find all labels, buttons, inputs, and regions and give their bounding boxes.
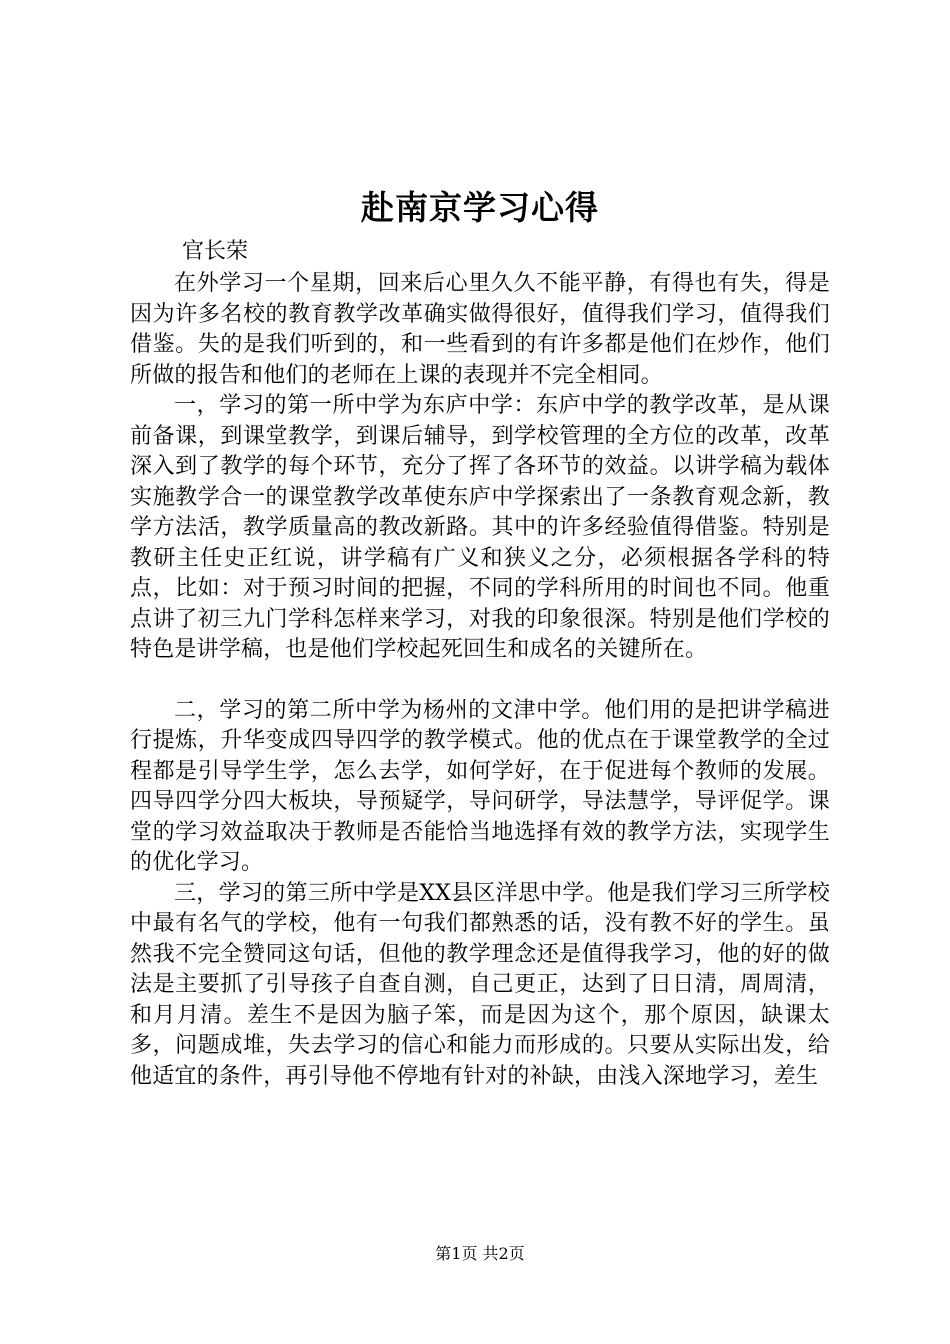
document-body: [130, 269, 830, 1092]
paragraph-first-school: 一，学习的第一所中学为东庐中学：东庐中学的教学改革，是从课前备课，到课堂教学，到课后辅导，到学校管理的全方位的改革，改革深入到了教学的每个环节，充分了挥了各环节的效益。以讲学稿为载体实施教学合一的课堂教学改革使东庐中学探索出了一条教育观念新，教学方法活，教学质量高的教改新路。其中的许多经验值得借鉴。特别是教研主任史正红说，讲学稿有广义和狭义之分，必须根据各学科的特点，比如：对于预习时间的把握，不同的学科所用的时间也不同。他重点讲了初三九门学科怎样来学习，对我的印象很深。特别是他们学校的特色是讲学稿，也是他们学校起死回生和成名的关键所在。: [130, 393, 830, 662]
page-footer: 第1页 共2页: [435, 1244, 525, 1263]
paragraph-third-school: 三，学习的第三所中学是XX县区洋思中学。他是我们学习三所学校中最有名气的学校，他有一句我们都熟悉的话，没有教不好的学生。虽然我不完全赞同这句话，但他的教学理念还是值得我学习，他的好的做法是主要抓了引导孩子自查自测，自己更正，达到了日日清，周周清，和月月清。差生不是因为脑子笨，而是因为这个，那个原因，缺课太多，问题成堆，失去学习的信心和能力而形成的。只要从实际出发，给他适宜的条件，再引导他不停地有针对的补缺，由浅入深地学习，差生: [130, 880, 830, 1089]
document-title: 赴南京学习心得: [361, 188, 599, 227]
paragraph-second-school: 二，学习的第二所中学为杨州的文津中学。他们用的是把讲学稿进行提炼，升华变成四导四学的教学模式。他的优点在于课堂教学的全过程都是引导学生学，怎么去学，如何学好，在于促进每个教师的发展。四导四学分四大板块，导预疑学，导问研学，导法慧学，导评促学。课堂的学习效益取决于教师是否能恰当地选择有效的教学方法，实现学生的优化学习。: [130, 697, 830, 875]
paragraph-intro: 在外学习一个星期，回来后心里久久不能平静，有得也有失，得是因为许多名校的教育教学改革确实做得很好，值得我们学习，值得我们借鉴。失的是我们听到的，和一些看到的有许多都是他们在炒作，他们所做的报告和他们的老师在上课的表现并不完全相同。: [130, 271, 830, 388]
document-page: [130, 0, 830, 1344]
document-author: 官长荣: [182, 239, 249, 264]
